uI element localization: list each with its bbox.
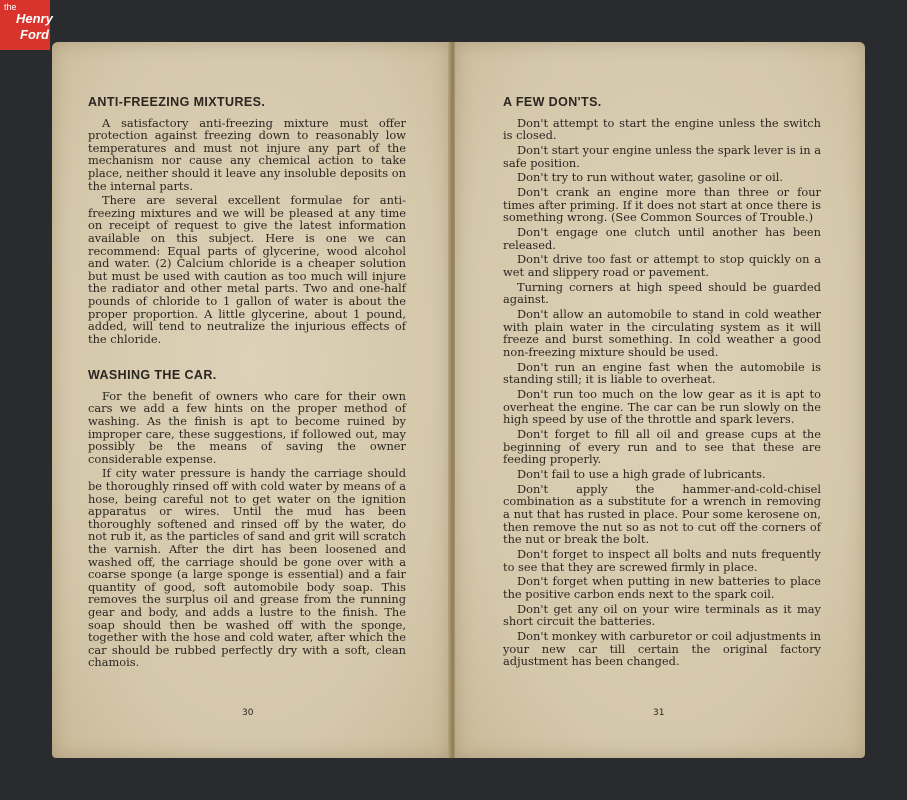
- henry-ford-logo: [0, 0, 53, 50]
- right-page-content: [503, 96, 821, 670]
- dont-item: Don't crank an engine more than three or four times after priming. If it does not start at once there is something wrong. (See Common Sources of Trouble.): [503, 185, 821, 225]
- dont-item: Don't forget to inspect all bolts and nuts frequently to see that they are screwed firmly in place.: [503, 547, 821, 574]
- dont-item: Don't forget when putting in new batteries to place the positive carbon ends next to the spark coil.: [503, 574, 821, 601]
- dont-item: Don't apply the hammer-and-cold-chisel combination as a substitute for a wrench in removing a nut that has rusted in place. Pour some kerosene on, then remove the nut so as not to cut off the corners of the nut or break the bolt.: [503, 481, 821, 547]
- dont-item: Don't try to run without water, gasoline or oil.: [517, 170, 783, 185]
- logo-text-henry: Henry: [16, 11, 53, 26]
- dont-item: Don't run too much on the low gear as it is apt to overheat the engine. The car can be run slowly on the high speed by use of the throttle and spark levers.: [503, 387, 821, 427]
- dont-item: Don't run an engine fast when the automobile is standing still; it is liable to overheat.: [503, 359, 821, 387]
- logo-text-ford: Ford: [20, 27, 49, 42]
- anti-freezing-paragraph: A satisfactory anti-freezing mixture must offer protection against freezing down to reasonably low temperatures and must not injure any part of the mechanism nor cause any chemical action to take place, neither should it leave any insoluble deposits on the internal parts.: [88, 115, 406, 193]
- dont-item: Don't attempt to start the engine unless the switch is closed.: [503, 115, 821, 143]
- dont-item: Don't fail to use a high grade of lubricants.: [517, 467, 766, 482]
- left-page: [52, 42, 450, 758]
- dont-item: Don't drive too fast or attempt to stop quickly on a wet and slippery road or pavement.: [503, 252, 821, 280]
- dont-item: Turning corners at high speed should be guarded against.: [503, 279, 821, 307]
- dont-item: Don't forget to fill all oil and grease cups at the beginning of every run and to see that these are feeding properly.: [503, 427, 821, 467]
- logo-text-the: the: [4, 2, 17, 12]
- washing-car-paragraph: For the benefit of owners who care for their own cars we add a few hints on the proper method of washing. As the finish is apt to become ruined by improper care, these suggestions, if followed out, may possibly be the means of saving the owner considerable expense.: [88, 388, 406, 466]
- page-number-right: 31: [653, 708, 665, 718]
- dont-item: Don't monkey with carburetor or coil adjustments in your new car till certain the original factory adjustment has been changed.: [503, 629, 821, 669]
- left-page-content: [88, 96, 406, 671]
- dont-item: Don't engage one clutch until another has been released.: [503, 225, 821, 252]
- donts-list: [503, 117, 821, 668]
- washing-car-heading: WASHING THE CAR.: [88, 368, 217, 383]
- page-number-left: 30: [242, 708, 254, 718]
- donts-heading: A FEW DON'TS.: [503, 95, 602, 109]
- dont-item: Don't get any oil on your wire terminals as it may short circuit the batteries.: [503, 601, 821, 629]
- washing-car-paragraph: If city water pressure is handy the carriage should be thoroughly rinsed off with cold water by means of a hose, being careful not to get water on the ignition apparatus or wires. Until the mud has been thoroughly softened and rinsed off by the water, do not rub it, as the particles of sand and grit will scratch the varnish. After the dirt has been loosened and washed off, the carriage should be gone over with a coarse sponge (a large sponge is essential) and a fair quantity of good, soft automobile body soap. This removes the surplus oil and grease from the running gear and body, and adds a lustre to the finish. The soap should then be washed off with the sponge, together with the hose and cold water, after which the car should be rubbed perfectly dry with a soft, clean chamois.: [88, 466, 406, 670]
- anti-freezing-heading: ANTI-FREEZING MIXTURES.: [88, 95, 266, 109]
- right-page: [455, 42, 865, 758]
- dont-item: Don't allow an automobile to stand in cold weather with plain water in the circulating system as it will freeze and burst something. In cold weather a good non-freezing mixture should be used.: [503, 307, 821, 359]
- dont-item: Don't start your engine unless the spark lever is in a safe position.: [503, 142, 821, 170]
- anti-freezing-paragraph: There are several excellent formulae for anti-freezing mixtures and we will be pleased at any time on receipt of request to give the latest information available on this subject. Here is one we can recommend: Equal parts of glycerine, wood alcohol and water. (2) Calcium chloride is a cheaper solution but must be used with caution as too much will injure the radiator and other metal parts. Two and one-half pounds of chloride to 1 gallon of water is about the proper proportion. A little glycerine, about 1 pound, added, will tend to neutralize the injurious effects of the chloride.: [88, 193, 406, 346]
